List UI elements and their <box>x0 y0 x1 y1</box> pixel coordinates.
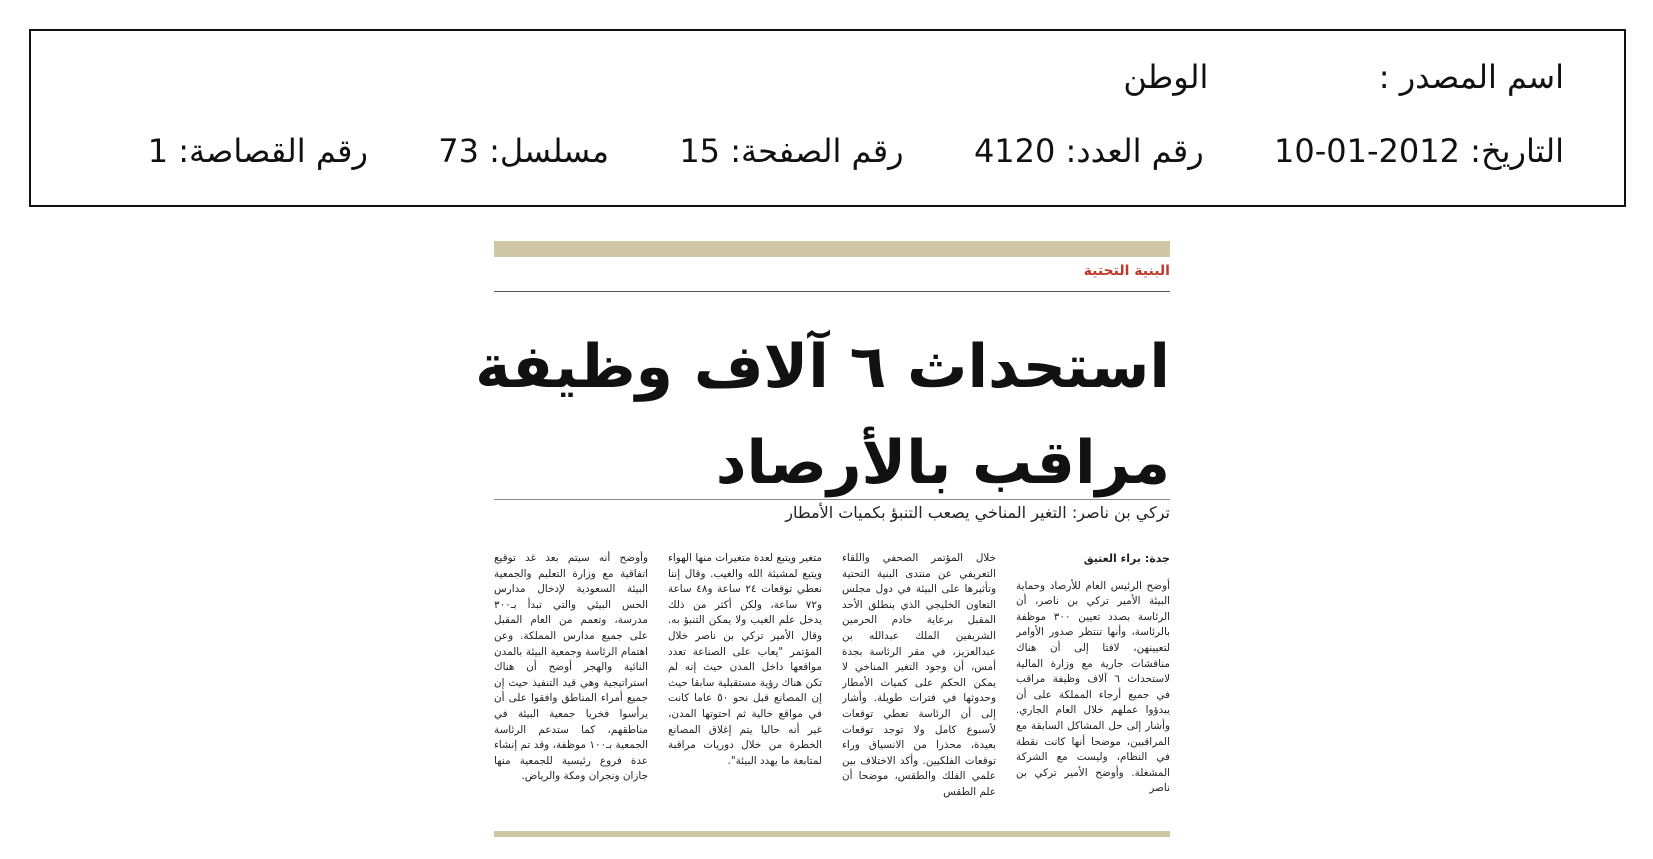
body-column-4 <box>494 551 648 829</box>
headline-rule <box>494 499 1170 500</box>
top-decorative-band <box>494 241 1170 257</box>
clip-value: 1 <box>147 132 169 170</box>
serial-label: مسلسل: <box>489 132 609 170</box>
bottom-decorative-band <box>494 831 1170 837</box>
source-row <box>1123 57 1564 97</box>
column-2-text: خلال المؤتمر الصحفي واللقاء التعريفي عن منتدى البنية التحتية وتأثيرها على البيئة في دول مجلس التعاون الخليجي الذي ينطلق الأحد المقبل برعاية خادم الحرمين الشريفين الملك عبدالله بن عبدالعزيز، في مقر الرئاسة بجدة أمس، أن وجود التغير المناخي لا يمكن الحكم على كميات الأمطار وحدوثها في فترات طويلة. وأشار إلى أن الرئاسة تعطي توقعات لأسبوع كامل ولا توجد توقعات بعيدة، محذرا من الانسياق وراء توقعات الفلكيين. وأكد الاختلاف بين علمي الفلك والطقس، موضحا أن علم الطقس <box>842 552 996 798</box>
body-column-2 <box>842 551 996 829</box>
article-body <box>494 551 1170 829</box>
date-label: التاريخ: <box>1470 132 1564 170</box>
column-1-text: أوضح الرئيس العام للأرصاد وحماية البيئة الأمير تركي بن ناصر، أن الرئاسة بصدد تعيين ٣٠٠ موظفة بالرئاسة، وأنها تنتظر صدور الأوامر لتعيينهن، لافتا إلى أن هناك مناقشات جارية مع وزارة المالية لاستحداث ٦ آلاف وظيفة مراقب في جميع أرجاء المملكة على أن يبدؤوا عملهم خلال العام الجاري. وأشار إلى حل المشاكل السابقة مع المراقبين، موضحا أنها كانت نقطة في النظام، وليست مع الشركة المشغلة. وأوضح الأمير تركي بن ناصر <box>1016 579 1170 795</box>
issue-value: 4120 <box>973 132 1056 170</box>
newspaper-clipping <box>475 241 1170 843</box>
article-headline <box>475 319 1170 511</box>
headline-line-1: استحداث ٦ آلاف وظيفة <box>475 332 1170 402</box>
source-metadata-box <box>29 29 1626 207</box>
source-value: الوطن <box>1123 58 1209 96</box>
column-4-text: وأوضح أنه سيتم بعد غد توقيع اتفاقية مع وزارة التعليم والجمعية البيئة السعودية لإدخال مدارس الحس البيئي والتي تبدأ بـ٣٠٠ مدرسة، وتعمم من العام المقبل على جميع مدارس المملكة. وعن اهتمام الرئاسة وجمعية البيئة بالمدن النائية والهجر أوضح أن هناك استراتيجية وهي قيد التنفيذ حيث إن جميع أمراء المناطق وافقوا على أن يرأسوا فخريا جمعية البيئة في مناطقهم، كما ستدعم الرئاسة الجمعية بـ١٠٠ موظفة، وقد تم إنشاء عدة فروع رئيسية للجمعية منها جازان ونجران ومكة والرياض. <box>494 552 648 783</box>
byline: جدة: براء العتيق <box>1083 552 1170 565</box>
article-subhead: تركي بن ناصر: التغير المناخي يصعب التنبؤ بكميات الأمطار <box>785 503 1170 522</box>
clip-label: رقم القصاصة: <box>178 132 368 170</box>
body-column-3 <box>668 551 822 829</box>
source-label: اسم المصدر : <box>1378 58 1564 96</box>
issue-label: رقم العدد: <box>1065 132 1204 170</box>
details-row <box>148 131 1564 171</box>
page-value: 15 <box>679 132 721 170</box>
kicker-rule <box>494 291 1170 292</box>
serial-value: 73 <box>438 132 479 170</box>
body-column-1 <box>1016 551 1170 829</box>
date-value: 2012-01-10 <box>1274 132 1460 170</box>
headline-line-2: مراقب بالأرصاد <box>715 428 1170 498</box>
section-kicker: البنية التحتية <box>1083 263 1170 279</box>
page-label: رقم الصفحة: <box>730 132 904 170</box>
column-3-text: متغير ويتبع لعدة متغيرات منها الهواء ويتبع لمشيئة الله والغيب. وقال إننا نعطي توقعات ٢٤ ساعة و٤٨ ساعة و٧٢ ساعة، ولكن أكثر من ذلك يدخل علم الغيب ولا يمكن التنبؤ به. وقال الأمير تركي بن ناصر خلال المؤتمر "يعاب على الصناعة تعدد مواقعها داخل المدن حيث إنه لم تكن هناك رؤية مستقبلية سابقا حيث إن المصانع قبل نحو ٥٠ عاما كانت في مواقع خالية ثم احتوتها المدن، غير أنه حاليا يتم إغلاق المصانع الخطرة من خلال دوريات مراقبة لمتابعة ما يهدد البيئة". <box>668 552 822 767</box>
